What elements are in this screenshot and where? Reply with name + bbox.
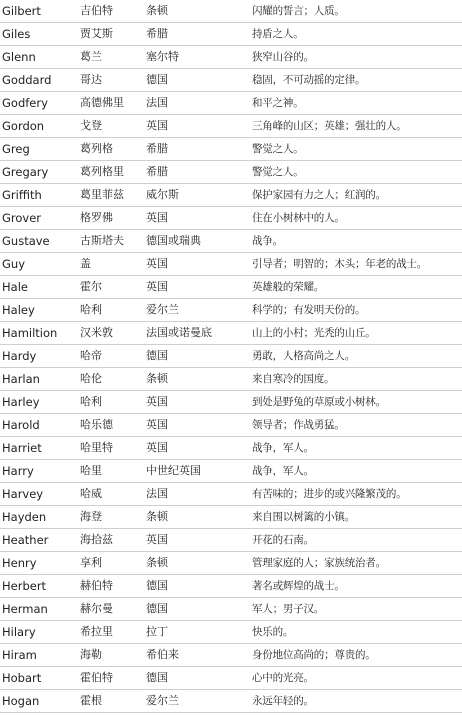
chinese-name-cell: 哈乐德 bbox=[80, 414, 146, 437]
chinese-name-cell: 哈里 bbox=[80, 460, 146, 483]
english-name-cell: Herbert bbox=[0, 575, 80, 598]
chinese-name-cell: 霍尔 bbox=[80, 276, 146, 299]
english-name-cell: Heather bbox=[0, 529, 80, 552]
chinese-name-cell: 哈伦 bbox=[80, 368, 146, 391]
meaning-cell: 住在小树林中的人。 bbox=[252, 207, 462, 230]
meaning-cell: 军人；男子汉。 bbox=[252, 598, 462, 621]
meaning-cell: 有苦味的；进步的或兴隆繁茂的。 bbox=[252, 483, 462, 506]
origin-cell: 英国 bbox=[146, 276, 252, 299]
table-row bbox=[0, 207, 462, 230]
table-row bbox=[0, 552, 462, 575]
origin-cell: 英国 bbox=[146, 391, 252, 414]
english-name-cell: Grover bbox=[0, 207, 80, 230]
chinese-name-cell: 高德佛里 bbox=[80, 92, 146, 115]
table-row bbox=[0, 322, 462, 345]
english-name-cell: Gordon bbox=[0, 115, 80, 138]
meaning-cell: 开花的石南。 bbox=[252, 529, 462, 552]
origin-cell: 爱尔兰 bbox=[146, 299, 252, 322]
origin-cell: 德国 bbox=[146, 598, 252, 621]
chinese-name-cell: 享利 bbox=[80, 552, 146, 575]
table-row bbox=[0, 345, 462, 368]
english-name-cell: Harry bbox=[0, 460, 80, 483]
english-name-cell: Giles bbox=[0, 23, 80, 46]
meaning-cell: 保护家园有力之人；红润的。 bbox=[252, 184, 462, 207]
meaning-cell: 和平之神。 bbox=[252, 92, 462, 115]
english-name-cell: Hardy bbox=[0, 345, 80, 368]
english-name-cell: Hayden bbox=[0, 506, 80, 529]
english-name-cell: Hale bbox=[0, 276, 80, 299]
table-row bbox=[0, 115, 462, 138]
chinese-name-cell: 哈利 bbox=[80, 391, 146, 414]
origin-cell: 希腊 bbox=[146, 23, 252, 46]
english-name-cell: Godfery bbox=[0, 92, 80, 115]
origin-cell: 希腊 bbox=[146, 138, 252, 161]
origin-cell: 中世纪英国 bbox=[146, 460, 252, 483]
table-row bbox=[0, 92, 462, 115]
english-name-cell: Hamiltion bbox=[0, 322, 80, 345]
meaning-cell: 闪耀的誓言；人质。 bbox=[252, 0, 462, 23]
chinese-name-cell: 盖 bbox=[80, 253, 146, 276]
origin-cell: 拉丁 bbox=[146, 621, 252, 644]
origin-cell: 条顿 bbox=[146, 0, 252, 23]
table-row bbox=[0, 621, 462, 644]
table-row bbox=[0, 299, 462, 322]
chinese-name-cell: 哈威 bbox=[80, 483, 146, 506]
chinese-name-cell: 格罗佛 bbox=[80, 207, 146, 230]
origin-cell: 法国 bbox=[146, 483, 252, 506]
chinese-name-cell: 葛列格里 bbox=[80, 161, 146, 184]
meaning-cell: 持盾之人。 bbox=[252, 23, 462, 46]
table-row bbox=[0, 184, 462, 207]
meaning-cell: 三角峰的山区；英雄；强壮的人。 bbox=[252, 115, 462, 138]
english-name-cell: Harley bbox=[0, 391, 80, 414]
english-name-cell: Greg bbox=[0, 138, 80, 161]
origin-cell: 德国 bbox=[146, 667, 252, 690]
chinese-name-cell: 古斯塔夫 bbox=[80, 230, 146, 253]
meaning-cell: 战争。 bbox=[252, 230, 462, 253]
table-row bbox=[0, 0, 462, 23]
table-row bbox=[0, 667, 462, 690]
meaning-cell: 管理家庭的人；家族统治者。 bbox=[252, 552, 462, 575]
origin-cell: 威尔斯 bbox=[146, 184, 252, 207]
meaning-cell: 山上的小村；光秃的山丘。 bbox=[252, 322, 462, 345]
origin-cell: 条顿 bbox=[146, 552, 252, 575]
table-row bbox=[0, 161, 462, 184]
table-row bbox=[0, 644, 462, 667]
english-name-cell: Harriet bbox=[0, 437, 80, 460]
table-row bbox=[0, 575, 462, 598]
origin-cell: 爱尔兰 bbox=[146, 690, 252, 713]
table-row bbox=[0, 483, 462, 506]
english-name-cell: Goddard bbox=[0, 69, 80, 92]
chinese-name-cell: 海拾兹 bbox=[80, 529, 146, 552]
english-name-cell: Henry bbox=[0, 552, 80, 575]
english-name-cell: Guy bbox=[0, 253, 80, 276]
origin-cell: 条顿 bbox=[146, 506, 252, 529]
table-row bbox=[0, 529, 462, 552]
table-row bbox=[0, 253, 462, 276]
meaning-cell: 勇敢，人格高尚之人。 bbox=[252, 345, 462, 368]
origin-cell: 英国 bbox=[146, 207, 252, 230]
table-row bbox=[0, 276, 462, 299]
english-name-cell: Harold bbox=[0, 414, 80, 437]
chinese-name-cell: 霍根 bbox=[80, 690, 146, 713]
english-name-cell: Hobart bbox=[0, 667, 80, 690]
origin-cell: 英国 bbox=[146, 414, 252, 437]
meaning-cell: 警觉之人。 bbox=[252, 138, 462, 161]
english-name-cell: Gregary bbox=[0, 161, 80, 184]
chinese-name-cell: 贾艾斯 bbox=[80, 23, 146, 46]
origin-cell: 德国 bbox=[146, 575, 252, 598]
table-row bbox=[0, 23, 462, 46]
origin-cell: 英国 bbox=[146, 115, 252, 138]
meaning-cell: 战争，军人。 bbox=[252, 437, 462, 460]
origin-cell: 希伯来 bbox=[146, 644, 252, 667]
table-row bbox=[0, 46, 462, 69]
meaning-cell: 来自围以树篱的小镇。 bbox=[252, 506, 462, 529]
meaning-cell: 领导者；作战勇猛。 bbox=[252, 414, 462, 437]
english-name-cell: Gilbert bbox=[0, 0, 80, 23]
meaning-cell: 英雄般的荣耀。 bbox=[252, 276, 462, 299]
english-name-cell: Herman bbox=[0, 598, 80, 621]
chinese-name-cell: 霍伯特 bbox=[80, 667, 146, 690]
meaning-cell: 到处是野兔的草原或小树林。 bbox=[252, 391, 462, 414]
origin-cell: 德国或瑞典 bbox=[146, 230, 252, 253]
table-row bbox=[0, 506, 462, 529]
chinese-name-cell: 哈利 bbox=[80, 299, 146, 322]
origin-cell: 法国或诺曼底 bbox=[146, 322, 252, 345]
english-name-cell: Haley bbox=[0, 299, 80, 322]
chinese-name-cell: 海勒 bbox=[80, 644, 146, 667]
origin-cell: 英国 bbox=[146, 253, 252, 276]
chinese-name-cell: 赫伯特 bbox=[80, 575, 146, 598]
english-name-cell: Glenn bbox=[0, 46, 80, 69]
english-name-cell: Harvey bbox=[0, 483, 80, 506]
origin-cell: 条顿 bbox=[146, 368, 252, 391]
origin-cell: 希腊 bbox=[146, 161, 252, 184]
table-row bbox=[0, 437, 462, 460]
meaning-cell: 科学的；有发明天份的。 bbox=[252, 299, 462, 322]
origin-cell: 德国 bbox=[146, 345, 252, 368]
chinese-name-cell: 汉米敦 bbox=[80, 322, 146, 345]
table-row bbox=[0, 69, 462, 92]
table-row bbox=[0, 230, 462, 253]
origin-cell: 英国 bbox=[146, 437, 252, 460]
meaning-cell: 身份地位高尚的；尊贵的。 bbox=[252, 644, 462, 667]
english-name-cell: Hogan bbox=[0, 690, 80, 713]
chinese-name-cell: 希拉里 bbox=[80, 621, 146, 644]
chinese-name-cell: 吉伯特 bbox=[80, 0, 146, 23]
meaning-cell: 快乐的。 bbox=[252, 621, 462, 644]
chinese-name-cell: 哥达 bbox=[80, 69, 146, 92]
meaning-cell: 警觉之人。 bbox=[252, 161, 462, 184]
english-name-cell: Hilary bbox=[0, 621, 80, 644]
origin-cell: 德国 bbox=[146, 69, 252, 92]
chinese-name-cell: 赫尔曼 bbox=[80, 598, 146, 621]
chinese-name-cell: 葛列格 bbox=[80, 138, 146, 161]
table-row bbox=[0, 391, 462, 414]
meaning-cell: 引导者；明智的；木头；年老的战士。 bbox=[252, 253, 462, 276]
origin-cell: 塞尔特 bbox=[146, 46, 252, 69]
meaning-cell: 永远年轻的。 bbox=[252, 690, 462, 713]
english-name-cell: Griffith bbox=[0, 184, 80, 207]
english-name-cell: Harlan bbox=[0, 368, 80, 391]
meaning-cell: 著名或辉煌的战士。 bbox=[252, 575, 462, 598]
chinese-name-cell: 戈登 bbox=[80, 115, 146, 138]
table-row bbox=[0, 414, 462, 437]
english-name-cell: Gustave bbox=[0, 230, 80, 253]
meaning-cell: 心中的光亮。 bbox=[252, 667, 462, 690]
origin-cell: 法国 bbox=[146, 92, 252, 115]
meaning-cell: 来自寒冷的国度。 bbox=[252, 368, 462, 391]
table-row bbox=[0, 598, 462, 621]
table-row bbox=[0, 368, 462, 391]
table-row bbox=[0, 460, 462, 483]
table-row bbox=[0, 690, 462, 713]
chinese-name-cell: 海登 bbox=[80, 506, 146, 529]
meaning-cell: 稳固，不可动摇的定律。 bbox=[252, 69, 462, 92]
table-row bbox=[0, 138, 462, 161]
chinese-name-cell: 葛里菲兹 bbox=[80, 184, 146, 207]
english-name-cell: Hiram bbox=[0, 644, 80, 667]
chinese-name-cell: 哈帝 bbox=[80, 345, 146, 368]
meaning-cell: 狭窄山谷的。 bbox=[252, 46, 462, 69]
meaning-cell: 战争，军人。 bbox=[252, 460, 462, 483]
chinese-name-cell: 哈里特 bbox=[80, 437, 146, 460]
origin-cell: 英国 bbox=[146, 529, 252, 552]
chinese-name-cell: 葛兰 bbox=[80, 46, 146, 69]
